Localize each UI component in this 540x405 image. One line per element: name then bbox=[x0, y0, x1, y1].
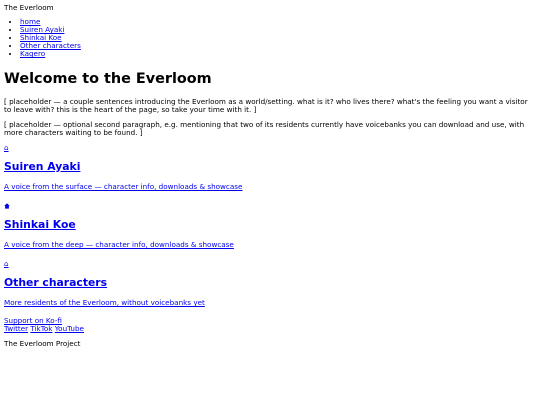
site-title: The Everloom bbox=[4, 3, 54, 12]
card-link-suiren-ayaki[interactable]: A voice from the surface — character info, downloads & showcase bbox=[4, 182, 243, 191]
card-description-shinkai-koe bbox=[4, 241, 536, 249]
intro bbox=[4, 98, 536, 137]
twitter-link[interactable]: Twitter bbox=[4, 324, 29, 333]
nav-item-kagero bbox=[20, 50, 536, 58]
house-filled-icon[interactable] bbox=[4, 202, 536, 210]
nav-link-home[interactable]: home bbox=[20, 17, 41, 26]
nav-link-kagero[interactable]: Kagero bbox=[20, 49, 46, 58]
card-title-link-other-characters[interactable]: Other characters bbox=[4, 276, 108, 289]
card-description-other-characters bbox=[4, 299, 536, 307]
card-title-link-shinkai-koe[interactable]: Shinkai Koe bbox=[4, 218, 76, 231]
card-title-link-suiren-ayaki[interactable]: Suiren Ayaki bbox=[4, 160, 81, 173]
main-nav bbox=[4, 18, 536, 58]
card-title-suiren-ayaki bbox=[4, 160, 536, 173]
footer-text: The Everloom Project bbox=[4, 339, 81, 348]
house-outline-icon[interactable]: ⌂ bbox=[4, 143, 9, 152]
card-link-shinkai-koe[interactable]: A voice from the deep — character info, downloads & showcase bbox=[4, 240, 234, 249]
card-description-suiren-ayaki bbox=[4, 183, 536, 191]
social-links bbox=[4, 325, 536, 333]
main-content bbox=[4, 71, 536, 333]
house-outline-icon[interactable]: ⌂ bbox=[4, 259, 9, 268]
character-card-shinkai-koe bbox=[4, 202, 536, 249]
nav-item-home bbox=[20, 18, 536, 26]
nav-link-other-characters[interactable]: Other characters bbox=[20, 41, 81, 50]
nav-item-other-characters bbox=[20, 42, 536, 50]
card-title-shinkai-koe bbox=[4, 218, 536, 231]
intro-paragraph-1: [ placeholder — a couple sentences introducing the Everloom as a world/setting. what is it? who lives there? what's the feeling you want a visitor to leave with? this is the heart of the page, so take your time with it. ] bbox=[4, 97, 528, 114]
intro-paragraph-2: [ placeholder — optional second paragraph, e.g. mentioning that two of its residents currently have voicebanks you can download and use, with more characters waiting to be found. ] bbox=[4, 120, 525, 137]
character-card-other-characters bbox=[4, 260, 536, 307]
nav-item-shinkai-koe bbox=[20, 34, 536, 42]
youtube-link[interactable]: YouTube bbox=[54, 324, 84, 333]
footer bbox=[4, 340, 536, 348]
nav-link-shinkai-koe[interactable]: Shinkai Koe bbox=[20, 33, 62, 42]
kofi-link[interactable]: Support on Ko-fi bbox=[4, 316, 62, 325]
character-card-suiren-ayaki bbox=[4, 144, 536, 191]
tiktok-link[interactable]: TikTok bbox=[30, 324, 53, 333]
page-heading: Welcome to the Everloom bbox=[4, 71, 212, 87]
house-filled-icon-svg bbox=[4, 203, 10, 209]
card-title-other-characters bbox=[4, 276, 536, 289]
nav-link-suiren-ayaki[interactable]: Suiren Ayaki bbox=[20, 25, 65, 34]
nav-item-suiren-ayaki bbox=[20, 26, 536, 34]
nav-list bbox=[4, 18, 536, 58]
card-link-other-characters[interactable]: More residents of the Everloom, without voicebanks yet bbox=[4, 298, 205, 307]
